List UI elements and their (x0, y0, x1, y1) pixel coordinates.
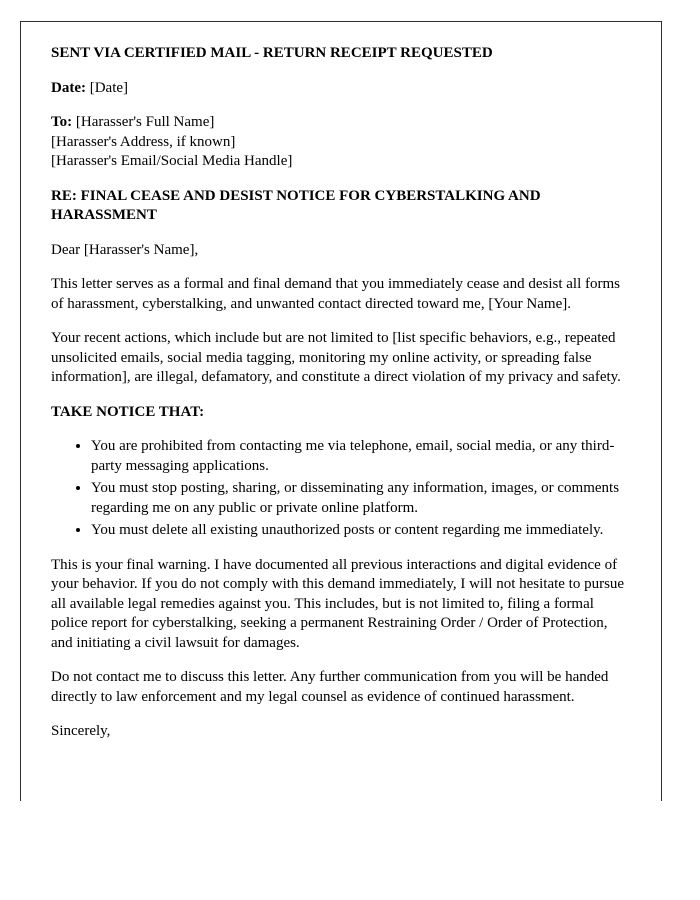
recipient-address: [Harasser's Address, if known] (51, 133, 236, 150)
subject-line: RE: FINAL CEASE AND DESIST NOTICE FOR CYBERSTALKING AND HARASSMENT (51, 187, 541, 223)
recipient-name: [Harasser's Full Name] (72, 114, 215, 130)
notice-heading: TAKE NOTICE THAT: (51, 403, 205, 420)
paragraph-demand: This letter serves as a formal and final demand that you immediately cease and desist all forms of harassment, cyberstalking, and unwanted contact directed toward me, [Your Name]. (51, 276, 620, 312)
paragraph-warning: This is your final warning. I have documented all previous interactions and digital evidence of your behavior. If you do not comply with this demand immediately, I will not hesitate to pursue all available legal remedies against you. This includes, but is not limited to, filing a formal police report for cyberstalking, seeking a permanent Restraining Order / Order of Protection, and initiating a civil lawsuit for damages. (51, 556, 625, 651)
delivery-method-line (51, 44, 631, 64)
closing: Sincerely, (51, 723, 111, 739)
date-value: [Date] (85, 79, 129, 96)
delivery-method-text: SENT VIA CERTIFIED MAIL - RETURN RECEIPT REQUESTED (51, 45, 493, 61)
recipient-name-line (51, 113, 631, 133)
recipient-handle: [Harasser's Email/Social Media Handle] (51, 153, 293, 169)
letter-body (20, 21, 662, 801)
notice-item: • You must stop posting, sharing, or disseminating any information, images, or comments regarding me on any public or private online platform. (91, 479, 631, 518)
paragraph-actions: Your recent actions, which include but are not limited to [list specific behaviors, e.g., repeated unsolicited emails, social media tagging, monitoring my online activity, or spreading false information], are illegal, defamatory, and constitute a direct violation of my privacy and safety. (51, 330, 621, 385)
notice-item: • You must delete all existing unauthorized posts or content regarding me immediately. (91, 521, 631, 541)
recipient-block (51, 113, 631, 172)
paragraph-no-contact: Do not contact me to discuss this letter. Any further communication from you will be handed directly to law enforcement and my legal counsel as evidence of continued harassment. (51, 669, 609, 705)
notice-item: • You are prohibited from contacting me via telephone, email, social media, or any third-party messaging applications. (91, 437, 631, 476)
to-label: To: (51, 114, 73, 130)
notice-list (51, 437, 631, 541)
date-line (51, 79, 631, 99)
date-label: Date: (51, 79, 86, 96)
salutation: Dear [Harasser's Name], (51, 241, 199, 258)
